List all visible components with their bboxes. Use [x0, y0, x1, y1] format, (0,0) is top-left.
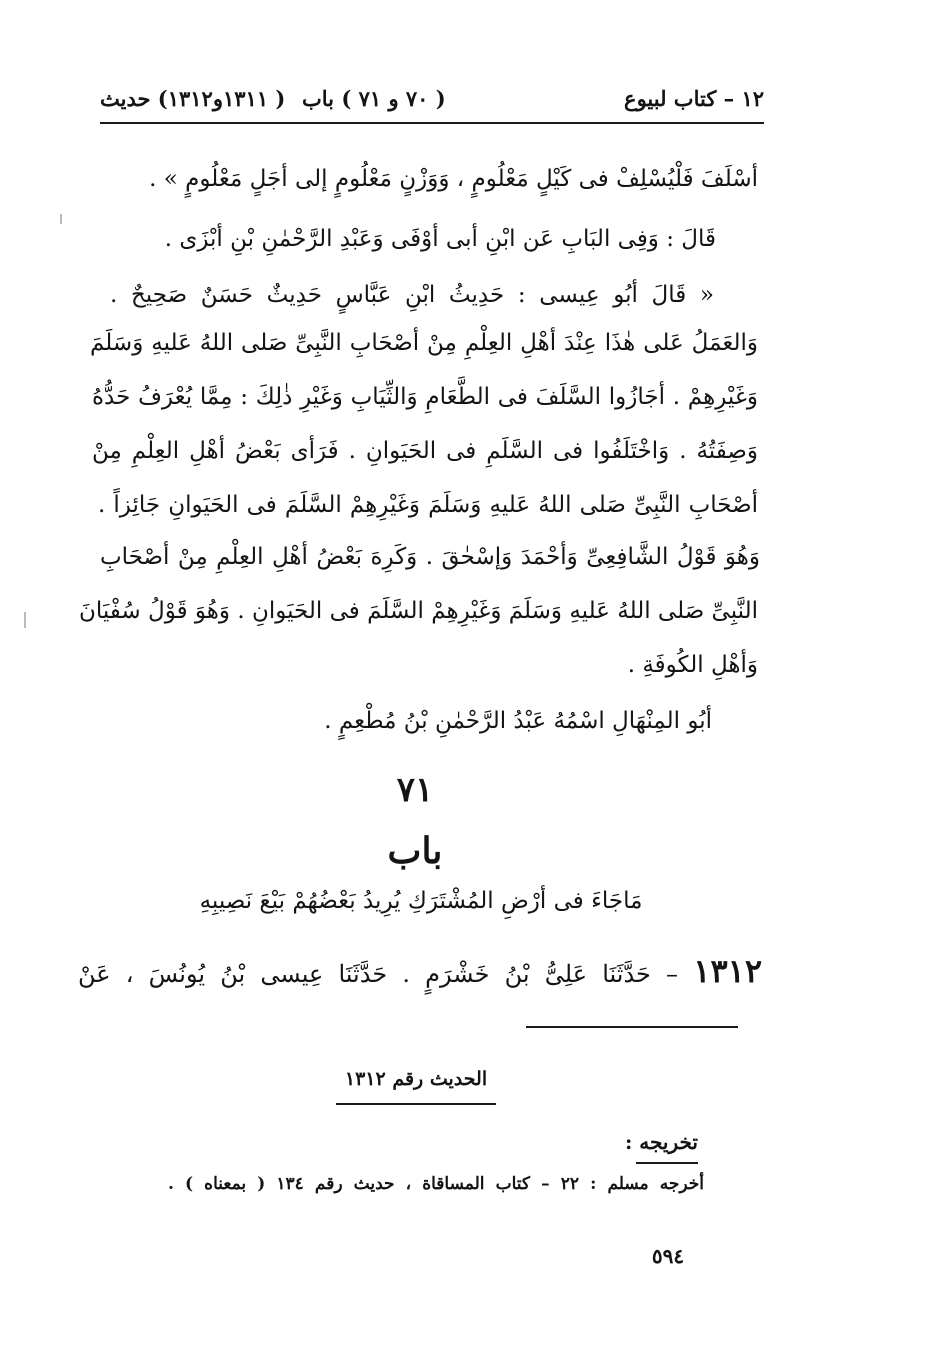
header-book-title: ١٢ – كتاب لبيوع — [624, 86, 764, 111]
body-line-8: وَهُوَ قَوْلُ الشَّافِعِىِّ وَأحْمَدَ وَإسْحٰقَ . وَكَرِهَ بَعْضُ أهْلِ العِلْمِ مِنْ أصْحَابِ — [100, 544, 760, 570]
hadith-opening-line — [78, 952, 762, 990]
body-line-1: أسْلَفَ فَلْيُسْلِفْ فى كَيْلٍ مَعْلُومٍ ، وَوَزْنٍ مَعْلُومٍ إلى أجَلٍ مَعْلُومٍ » . — [149, 166, 758, 192]
header-chapter-range: ( ٧٠ و ٧١ ) باب — [302, 86, 446, 111]
footnote-heading-underline — [336, 1103, 496, 1105]
scan-speck — [24, 612, 26, 628]
takhrij-underline — [636, 1162, 698, 1164]
body-line-9: النَّبِىِّ صَلى اللهُ عَليهِ وَسَلَمَ وَغَيْرِهِمْ السَّلَمَ فى الحَيَوانِ . وَهُوَ قَوْلُ سُفْيَانَ — [78, 598, 758, 624]
chapter-heading: باب — [387, 830, 443, 872]
page-number: ٥٩٤ — [651, 1244, 685, 1268]
chapter-number: ٧١ — [396, 770, 434, 810]
footnote-separator — [526, 1026, 738, 1028]
body-line-2: قَالَ : وَفِى البَابِ عَن ابْنِ أبى أوْفَى وَعَبْدِ الرَّحْمٰنِ بْنِ أبْزَى . — [164, 226, 716, 252]
body-line-11: أبُو المِنْهَالِ اسْمُهُ عَبْدُ الرَّحْمٰنِ بْنُ مُطْعِمٍ . — [324, 708, 712, 734]
header-hadith-range: ( ١٣١١و١٣١٢) حديث — [100, 86, 286, 111]
body-line-4: وَالعَمَلُ عَلى هٰذَا عِنْدَ أهْلِ العِلْمِ مِنْ أصْحَابِ النَّبِىِّ صَلى اللهُ عَليهِ وَسَلَمَ — [90, 330, 758, 356]
takhrij-label: تخريجه : — [624, 1130, 698, 1154]
body-line-3: « قَالَ أبُو عِيسى : حَدِيثُ ابْنِ عَبَّاسٍ حَدِيثٌ حَسَنٌ صَحِيحٌ . — [110, 282, 714, 308]
body-line-5: وَغَيْرِهِمْ . أجَازُوا السَّلَفَ فى الطَّعَامِ وَالثِّيَابِ وَغَيْرِ ذٰلِكَ : مِمَّا يُعْرَفُ حَدُّهُ — [92, 384, 758, 410]
hadith-isnad: – حَدَّثَنَا عَلِىُّ بْنُ خَشْرَمٍ . حَدَّثَنَا عِيسى بْنُ يُونُسَ ، عَنْ — [78, 960, 679, 988]
hadith-number: ١٣١٢ — [693, 952, 762, 990]
body-line-7: أصْحَابِ النَّبِىِّ صَلى اللهُ عَليهِ وَسَلَمَ وَغَيْرِهِمْ السَّلَمَ فى الحَيَوانِ جَائِزاً . — [98, 492, 758, 518]
footnote-heading: الحديث رقم ١٣١٢ — [344, 1068, 488, 1090]
header-rule — [100, 122, 764, 124]
scan-speck — [60, 214, 62, 224]
running-header — [100, 86, 764, 120]
takhrij-text: أخرجه مسلم : ٢٢ – كتاب المساقاة ، حديث رقم ١٣٤ ( بمعناه ) . — [168, 1174, 704, 1194]
body-line-6: وَصِفَتُهُ . وَاخْتَلَفُوا فى السَّلَمِ فى الحَيَوانِ . فَرَأى بَعْضُ أهْلِ العِلْمِ مِنْ — [92, 438, 758, 464]
body-line-10: وَأهْلِ الكُوفَةِ . — [627, 652, 758, 678]
chapter-title: مَاجَاءَ فى أرْضِ المُشْتَرَكِ يُرِيدُ بَعْضُهُمْ بَيْعَ نَصِيبِهِ — [199, 888, 643, 914]
